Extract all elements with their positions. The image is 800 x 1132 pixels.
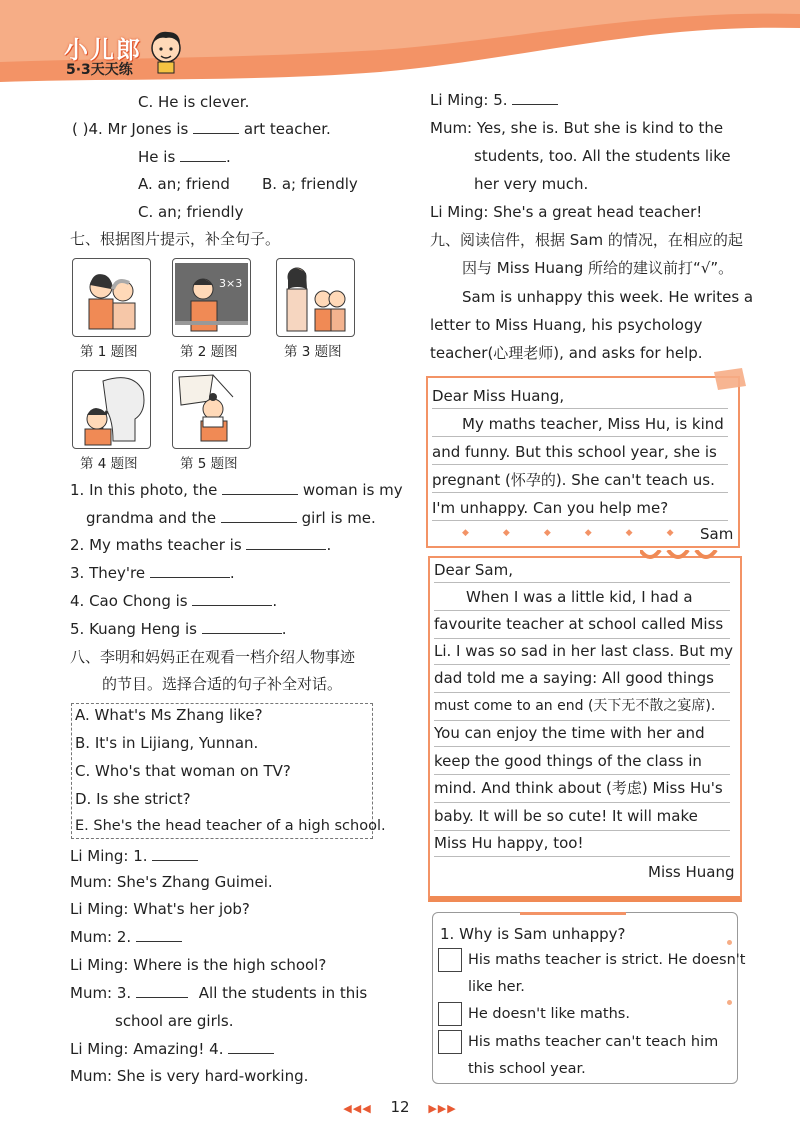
dialog-line-8: Mum: She is very hard-working.	[70, 1067, 309, 1085]
d4-text: Mum: 2.	[70, 928, 132, 946]
s1-part-d: girl is me.	[301, 509, 376, 527]
picture-1	[72, 258, 151, 337]
q4-line2: He is .	[138, 148, 231, 166]
s1-blank-1[interactable]	[222, 480, 298, 495]
sentence-1-cont	[86, 508, 376, 528]
q4-option-b: B. a; friendly	[262, 175, 358, 193]
s5-blank[interactable]	[202, 619, 282, 634]
answer-2: He doesn't like maths.	[468, 1006, 630, 1022]
d6-text-b: All the students in this	[198, 984, 368, 1002]
intro-line-3: teacher(心理老师), and asks for help.	[430, 344, 703, 362]
boy-elephant-icon	[73, 371, 150, 448]
teacher-blackboard-icon	[173, 259, 250, 336]
picture-5	[172, 370, 251, 449]
teacher-students-icon	[277, 259, 354, 336]
page-footer	[0, 1098, 800, 1116]
dialog-line-7	[70, 1039, 274, 1059]
header-band	[0, 0, 800, 82]
q4-option-c: C. an; friendly	[138, 203, 244, 221]
q4-blank-1[interactable]	[193, 119, 239, 134]
caption-1: 第 1 题图	[80, 344, 138, 360]
dialog-line-10-c: her very much.	[474, 175, 589, 193]
q-option-c: C. He is clever.	[138, 93, 250, 111]
q4-mid: art teacher.	[243, 120, 331, 138]
left-arrows-icon: ◀◀◀	[343, 1102, 372, 1115]
s2-text: 2. My maths teacher is	[70, 536, 242, 554]
dialog-line-9	[430, 90, 558, 110]
answer-checkbox-3[interactable]	[438, 1030, 462, 1054]
dialog-line-6	[70, 983, 367, 1003]
answer-checkbox-2[interactable]	[438, 1002, 462, 1026]
picture-4	[72, 370, 151, 449]
page-number: 12	[390, 1098, 410, 1116]
dialog-line-10-b: students, too. All the students like	[474, 147, 731, 165]
tape-icon	[712, 368, 746, 390]
d9-blank[interactable]	[512, 90, 558, 105]
picture-3	[276, 258, 355, 337]
s3-blank[interactable]	[150, 563, 230, 578]
dialog-line-1	[70, 846, 198, 866]
intro-line-2: letter to Miss Huang, his psychology	[430, 316, 703, 334]
s4-blank[interactable]	[192, 591, 272, 606]
caption-3: 第 3 题图	[284, 344, 342, 360]
dialog-line-10: Mum: Yes, she is. But she is kind to the	[430, 119, 724, 137]
answer-3-line-b: this school year.	[468, 1061, 586, 1077]
pic2-text: 3×3	[219, 277, 243, 290]
letter2-line-2: favourite teacher at school called Miss	[434, 615, 724, 633]
letter1-line-3: pregnant (怀孕的). She can't teach us.	[432, 471, 715, 489]
s2-period: .	[326, 536, 332, 554]
picture-2	[172, 258, 251, 337]
letter1-dots: ◆◆◆◆◆◆	[462, 528, 708, 538]
section9-title-1: 九、阅读信件，根据 Sam 的情况，在相应的起	[430, 231, 743, 249]
letter2-line-5: must come to an end (天下无不散之宴席).	[434, 698, 716, 714]
dialog-line-5: Li Ming: Where is the high school?	[70, 956, 327, 974]
option-c: C. Who's that woman on TV?	[75, 762, 291, 780]
letter1-line-1: My maths teacher, Miss Hu, is kind	[462, 415, 724, 433]
logo-title: 小儿郎	[64, 36, 142, 64]
s3-period: .	[229, 564, 235, 582]
right-arrows-icon: ▶▶▶	[428, 1102, 457, 1115]
answer-checkbox-1[interactable]	[438, 948, 462, 972]
section9-title-2: 因与 Miss Huang 所给的建议前打“√”。	[462, 259, 734, 277]
letter2-line-9: baby. It will be so cute! It will make	[434, 807, 698, 825]
letter2-line-4: dad told me a saying: All good things	[434, 669, 714, 687]
option-a: A. What's Ms Zhang like?	[75, 706, 263, 724]
dialog-line-2: Mum: She's Zhang Guimei.	[70, 873, 273, 891]
d6-text: Mum: 3.	[70, 984, 132, 1002]
mascot-icon	[148, 28, 184, 74]
option-e: E. She's the head teacher of a high school.	[75, 818, 386, 834]
s2-blank[interactable]	[246, 535, 326, 550]
sentence-3	[70, 563, 235, 583]
s3-text: 3. They're	[70, 564, 146, 582]
s4-period: .	[272, 592, 278, 610]
question-title: 1. Why is Sam unhappy?	[440, 925, 626, 943]
dot-deco-2	[727, 1000, 732, 1005]
sentence-1	[70, 480, 403, 500]
question-accent	[520, 912, 626, 915]
d4-blank[interactable]	[136, 927, 182, 942]
dialog-line-6-cont: school are girls.	[115, 1012, 234, 1030]
answer-3-line-a: His maths teacher can't teach him	[468, 1034, 719, 1050]
caption-4: 第 4 题图	[80, 456, 138, 472]
dialog-line-3: Li Ming: What's her job?	[70, 900, 250, 918]
q4-blank-2[interactable]	[180, 147, 226, 162]
sentence-5	[70, 619, 287, 639]
s5-period: .	[281, 620, 287, 638]
d6-blank[interactable]	[136, 983, 188, 998]
option-b: B. It's in Lijiang, Yunnan.	[75, 734, 259, 752]
d1-blank[interactable]	[152, 846, 198, 861]
clips-icon	[640, 550, 720, 564]
dialog-line-4	[70, 927, 182, 947]
d7-blank[interactable]	[228, 1039, 274, 1054]
s1-part-a: 1. In this photo, the	[70, 481, 218, 499]
letter2-line-8: mind. And think about (考虑) Miss Hu's	[434, 779, 723, 797]
s1-part-b: woman is my	[302, 481, 403, 499]
q4-line2-text: He is	[138, 148, 176, 166]
s1-blank-2[interactable]	[221, 508, 297, 523]
d7-text: Li Ming: Amazing! 4.	[70, 1040, 224, 1058]
answer-1-line-b: like her.	[468, 979, 525, 995]
q4-stem	[72, 119, 331, 139]
option-d: D. Is she strict?	[75, 790, 191, 808]
dialog-line-11: Li Ming: She's a great head teacher!	[430, 203, 703, 221]
letter2-line-3: Li. I was so sad in her last class. But my	[434, 642, 733, 660]
letter1-line-4: I'm unhappy. Can you help me?	[432, 499, 669, 517]
letter2-signature: Miss Huang	[648, 863, 735, 881]
caption-2: 第 2 题图	[180, 344, 238, 360]
letter2-line-10: Miss Hu happy, too!	[434, 834, 584, 852]
answer-1-line-a: His maths teacher is strict. He doesn't	[468, 952, 746, 968]
letter1-signature: Sam	[700, 525, 734, 543]
letter1-line-2: and funny. But this school year, she is	[432, 443, 717, 461]
d9-text: Li Ming: 5.	[430, 91, 508, 109]
section8-title-1: 八、李明和妈妈正在观看一档介绍人物事迹	[70, 648, 356, 666]
letter2-line-7: keep the good things of the class in	[434, 752, 702, 770]
d1-text: Li Ming: 1.	[70, 847, 148, 865]
q4-option-a: A. an; friend	[138, 175, 230, 193]
logo-subtitle: 5·3天天练	[66, 62, 133, 78]
s1-part-c: grandma and the	[86, 509, 217, 527]
letter2-line-6: You can enjoy the time with her and	[434, 724, 705, 742]
letter2-greeting: Dear Sam,	[434, 561, 513, 579]
q4-paren: ( )4. Mr Jones is	[72, 120, 189, 138]
sentence-2	[70, 535, 331, 555]
caption-5: 第 5 题图	[180, 456, 238, 472]
sentence-4	[70, 591, 277, 611]
section7-title: 七、根据图片提示，补全句子。	[70, 230, 281, 248]
grandma-girl-icon	[73, 259, 150, 336]
s5-text: 5. Kuang Heng is	[70, 620, 197, 638]
letter2-line-1: When I was a little kid, I had a	[466, 588, 693, 606]
boy-reading-wall-icon	[173, 371, 250, 448]
dot-deco-1	[727, 940, 732, 945]
section8-title-2: 的节目。选择合适的句子补全对话。	[102, 675, 343, 693]
intro-line-1: Sam is unhappy this week. He writes a	[462, 288, 754, 306]
letter1-greeting: Dear Miss Huang,	[432, 387, 565, 405]
s4-text: 4. Cao Chong is	[70, 592, 188, 610]
